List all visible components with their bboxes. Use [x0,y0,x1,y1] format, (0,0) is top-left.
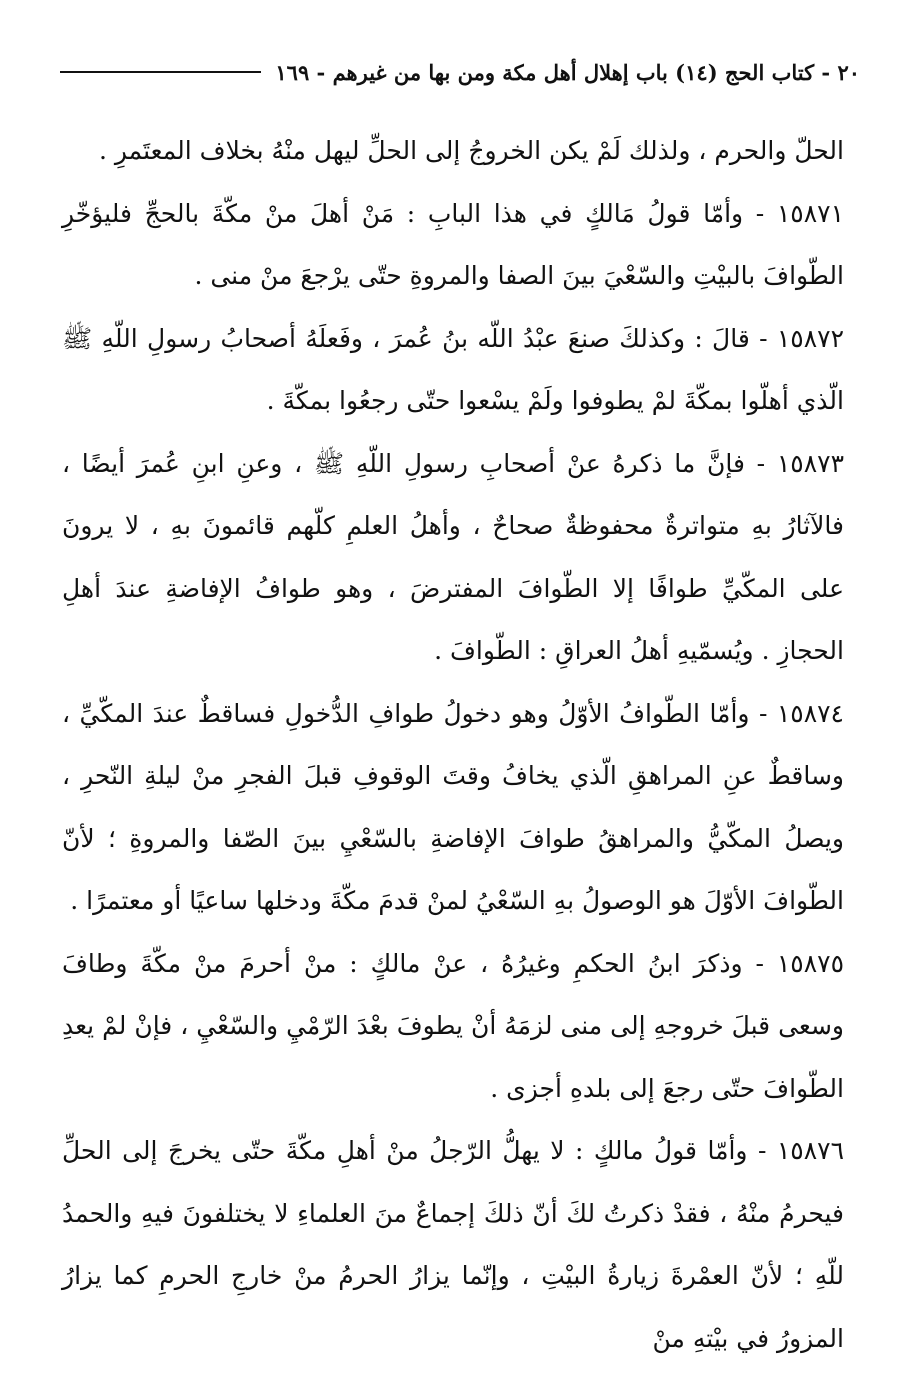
paragraph-number: ١٥٨٧٥ - [755,948,844,978]
paragraph-text: الحلّ والحرم ، ولذلك لَمْ يكن الخروجُ إلى الحلِّ ليهل منْهُ بخلاف المعتَمرِ . [98,136,844,165]
paragraph-text: وأمّا الطّوافُ الأوّلُ وهو دخولُ طوافِ الدُّخولِ فساقطٌ عندَ المكّيِّ ، وساقطٌ عنِ المراهقِ الّذي يخافُ وقتَ الوقوفِ قبلَ الفجرِ منْ ليلةِ النّحرِ ، ويصلُ المكّيُّ والمراهقُ طوافَ الإفاضةِ بالسّعْيِ بينَ الصّفا والمروةِ ؛ لأنّ الطّوافَ الأوّلَ هو الوصولُ بهِ السّعْيُ لمنْ قدمَ مكّةَ ودخلها ساعيًا أو معتمرًا . [62,698,844,915]
paragraph-number: ١٥٨٧٣ - [756,448,844,478]
paragraph-continuation [62,120,844,183]
paragraph-text: قالَ : وكذلكَ صنعَ عبْدُ اللّه بنُ عُمرَ ، وفَعلَهُ أصحابُ رسولِ اللّهِ ﷺ الّذي أهلّوا بمكّةَ لمْ يطوفوا ولَمْ يسْعوا حتّى رجعُوا بمكّةَ . [62,323,844,415]
paragraph-text: وأمّا قولُ مالكٍ : لا يهلُّ الرّجلُ منْ أهلِ مكّةَ حتّى يخرجَ إلى الحلِّ فيحرمُ منْهُ ، فقدْ ذكرتُ لكَ أنّ ذلكَ إجماعٌ منَ العلماءِ لا يختلفونَ فيهِ والحمدُ للّهِ ؛ لأنّ العمْرةَ زيارةُ البيْتِ ، وإنّما يزارُ الحرمُ منْ خارجِ الحرمِ كما يزارُ المزورُ في بيْتهِ منْ [62,1136,844,1353]
header-title: ٢٠ - كتاب الحج (١٤) باب إهلال أهل مكة ومن بها من غيرهم - ١٦٩ [275,59,860,85]
paragraph-15876 [62,1120,844,1370]
paragraph-15874 [62,683,844,933]
paragraph-number: ١٥٨٧٢ - [759,323,844,353]
paragraph-number: ١٥٨٧٤ - [758,698,844,728]
paragraph-text: وذكرَ ابنُ الحكمِ وغيرُهُ ، عنْ مالكٍ : منْ أحرمَ منْ مكّةَ وطافَ وسعى قبلَ خروجهِ إلى منى لزمَهُ أنْ يطوفَ بعْدَ الرّمْيِ والسّعْيِ ، فإنْ لمْ يعدِ الطّوافَ حتّى رجعَ إلى بلدهِ أجزى . [62,948,844,1103]
paragraph-number: ١٥٨٧٦ - [757,1136,844,1165]
paragraph-text: فإنَّ ما ذكرهُ عنْ أصحابِ رسولِ اللّهِ ﷺ ، وعنِ ابنِ عُمرَ أيضًا ، فالآثارُ بهِ متواترةٌ محفوظةٌ صحاحٌ ، وأهلُ العلمِ كلّهم قائمونَ بهِ ، لا يرونَ على المكّيِّ طوافًا إلا الطّوافَ المفترضَ ، وهو طوافُ الإفاضةِ عندَ أهلِ الحجازِ . ويُسمّيهِ أهلُ العراقِ : الطّوافَ . [62,448,844,665]
page-body [62,120,844,1370]
paragraph-15873 [62,433,844,683]
paragraph-15871 [62,183,844,308]
paragraph-15875 [62,933,844,1121]
running-header [60,52,860,92]
paragraph-number: ١٥٨٧١ - [755,198,844,228]
paragraph-15872 [62,308,844,433]
paragraph-text: وأمّا قولُ مَالكٍ في هذا البابِ : مَنْ أهلَ منْ مكّةَ بالحجِّ فليؤخّرِ الطّوافَ بالبيْتِ والسّعْيَ بينَ الصفا والمروةِ حتّى يرْجعَ منْ منى . [62,198,844,290]
header-rule [60,71,261,73]
